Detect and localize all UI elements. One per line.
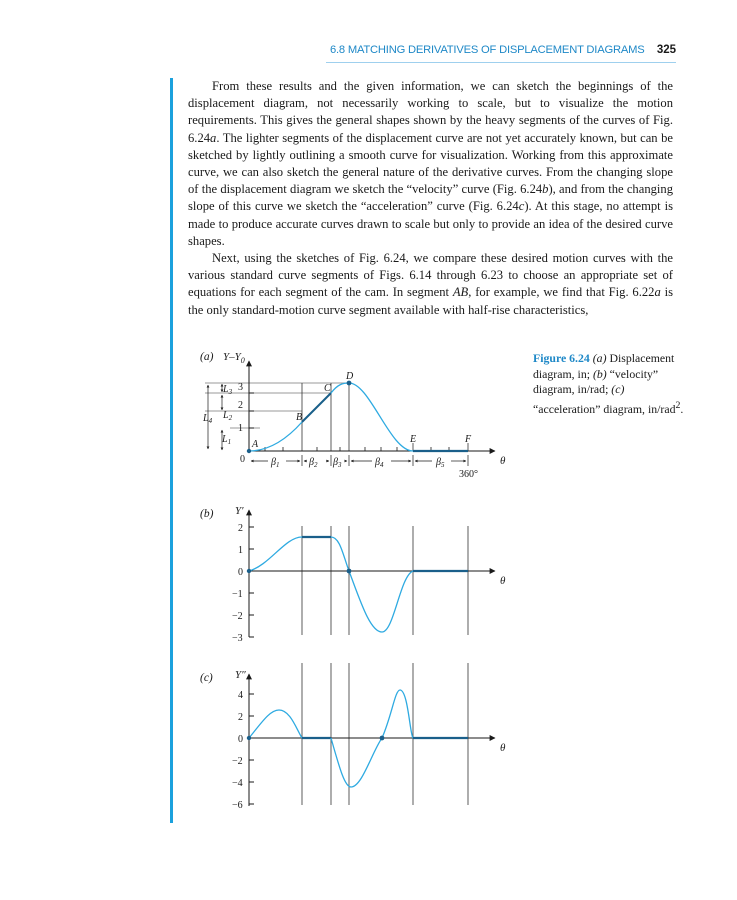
svg-text:1: 1 xyxy=(238,423,243,434)
svg-text:2: 2 xyxy=(238,712,243,723)
svg-text:−3: −3 xyxy=(232,633,243,644)
svg-text:A: A xyxy=(252,439,259,450)
svg-text:2: 2 xyxy=(238,523,243,534)
svg-text:360°: 360° xyxy=(459,469,478,480)
svg-text:4: 4 xyxy=(238,690,243,701)
svg-text:F: F xyxy=(465,434,472,445)
svg-text:β3: $\beta_3$ xyxy=(333,457,342,469)
svg-text:E: E xyxy=(410,434,417,445)
svg-text:−4: −4 xyxy=(232,778,243,789)
svg-text:0: 0 xyxy=(240,454,245,465)
svg-text:L2: $L_2$ xyxy=(223,410,233,422)
svg-text:0: 0 xyxy=(238,734,243,745)
svg-text:0: 0 xyxy=(238,567,243,578)
svg-text:C: C xyxy=(324,383,331,394)
panel-a-tag: (a) xyxy=(200,351,214,363)
section-title: 6.8 MATCHING DERIVATIVES OF DISPLACEMENT DIAGRAMS xyxy=(330,44,645,56)
svg-text:1: 1 xyxy=(238,545,243,556)
panel-b-velocity xyxy=(200,505,506,644)
panel-c-tag: (c) xyxy=(200,672,213,684)
svg-text:D: D xyxy=(346,371,354,382)
page-number: 325 xyxy=(656,44,676,56)
svg-text:β2: $\beta_2$ xyxy=(309,457,318,469)
svg-text:3: 3 xyxy=(238,382,243,393)
svg-text:L1: $L_1$ xyxy=(222,434,232,446)
panel-c-acceleration xyxy=(200,663,506,811)
svg-text:−6: −6 xyxy=(232,800,243,811)
svg-text:θ: θ xyxy=(500,455,506,467)
svg-text:−1: −1 xyxy=(232,589,243,600)
caption-label: Figure 6.24 xyxy=(533,351,590,365)
svg-text:β4: $\beta_4$ xyxy=(375,457,384,469)
svg-text:β1: $\beta_1$ xyxy=(271,457,280,469)
svg-text:θ: θ xyxy=(500,742,506,754)
svg-text:L3: $L_3$ xyxy=(223,384,233,396)
svg-text:−2: −2 xyxy=(232,611,243,622)
figure-caption: Figure 6.24 (a) Displacement diagram, in; (b) “velocity” diagram, in/rad; (c) “acceleration” diagram, in/rad$^2$. xyxy=(533,351,684,416)
svg-text:−2: −2 xyxy=(232,756,243,767)
svg-text:β5: $\beta_5$ xyxy=(436,457,445,469)
panel-c-ylabel: Y″ xyxy=(235,669,246,681)
svg-text:θ: θ xyxy=(500,575,506,587)
panel-a-ylabel: $Y-Y_0$ xyxy=(223,351,245,365)
panel-b-tag: (b) xyxy=(200,508,214,520)
svg-text:2: 2 xyxy=(238,400,243,411)
svg-text:B: B xyxy=(296,412,303,423)
panel-b-ylabel: Y′ xyxy=(235,505,244,517)
paragraph-1: From these results and the given information, we can sketch the beginnings of the displacement diagram, not necessarily working to scale, but to visualize the motion requirements. This gives the general shapes shown by the heavy segments of the curves of Fig. 6.24a. The lighter segments of the displacement curve are not yet accurately known, but can be sketched by lightly outlining a smooth curve for visualization. Working from this approximate curve, we can also sketch the general nature of the derivative curves. From the changing slope of the displacement diagram we sketch the “velocity” curve (Fig. 6.24b), and from the changing slope of this curve we sketch the “acceleration” curve (Fig. 6.24c). At this stage, no attempt is made to produce accurate curves drawn to scale but only to provide an idea of the desired curve shapes. xyxy=(188,79,674,248)
paragraph-2: Next, using the sketches of Fig. 6.24, we compare these desired motion curves with the various standard curve segments of Figs. 6.14 through 6.23 to choose an appropriate set of equations for each segment of the cam. In segment AB, for example, we find that Fig. 6.22a is the only standard-motion curve segment available with half-rise characteristics, xyxy=(188,251,673,317)
svg-text:L4: $L_4$ xyxy=(203,413,213,425)
panel-a-displacement xyxy=(200,351,506,480)
